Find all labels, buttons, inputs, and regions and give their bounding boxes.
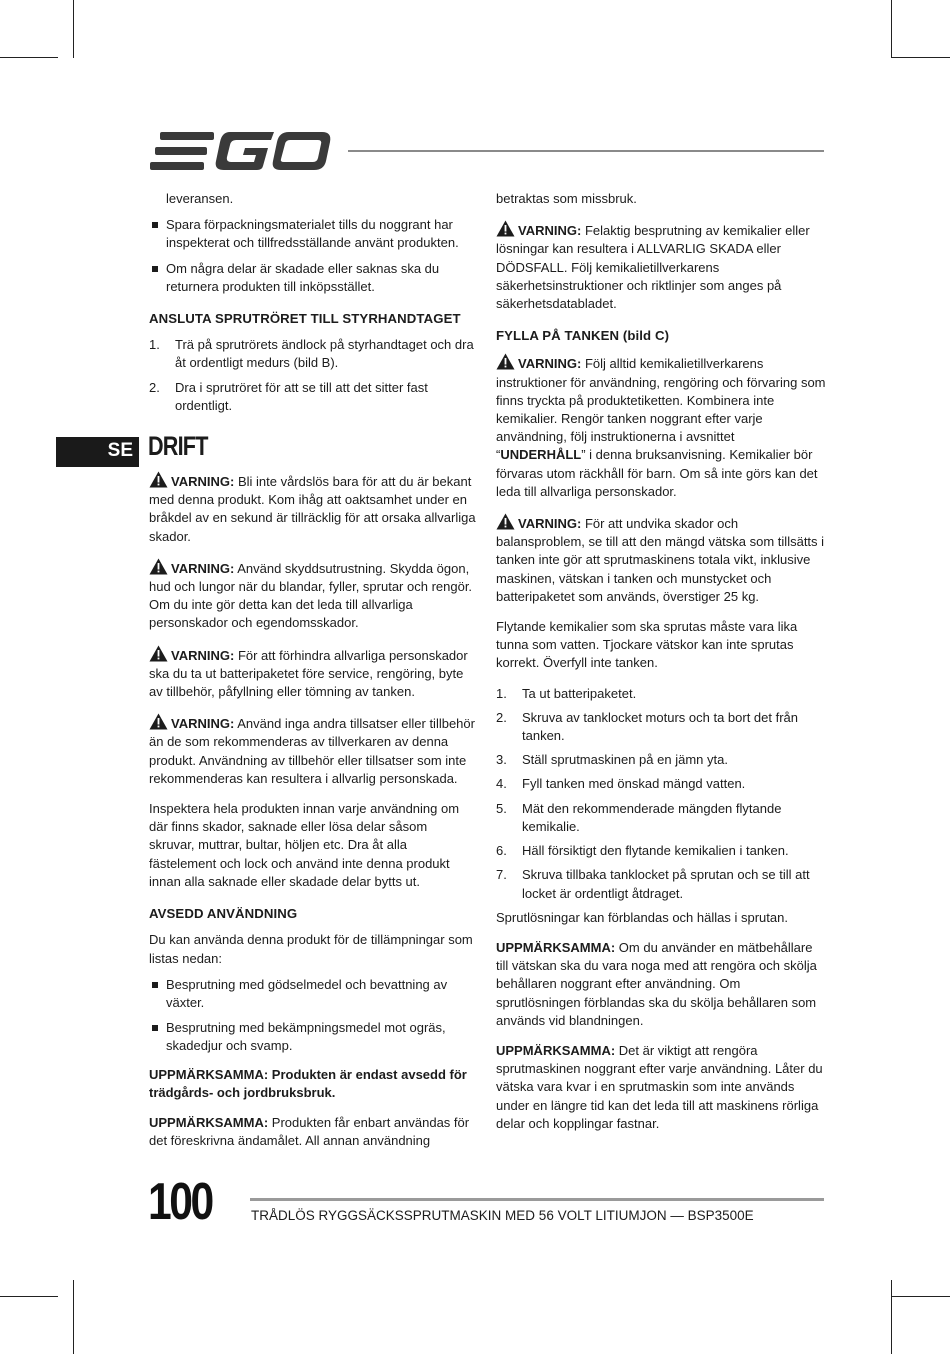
intro-continuation: leveransen. (166, 191, 234, 206)
section-heading-fill: FYLLA PÅ TANKEN (bild C) (496, 328, 670, 344)
list-item: 3. Ställ sprutmaskinen på en jämn yta. (496, 752, 728, 768)
warning-paragraph: VARNING: Använd inga andra tillsatser eller tillbehör än de som rekommenderas av tillverkaren av denna produkt. Användning av tillbehör eller tillsatser som inte rekommenderas kan resultera i allvarlig personskada. (149, 713, 476, 788)
warning-icon (496, 220, 515, 237)
list-item: Spara förpackningsmaterialet tills du noggrant har inspekterat och tillfredsställande använt produkten. (149, 216, 476, 252)
warning-icon (149, 558, 168, 575)
crop-mark (73, 0, 74, 58)
fill-steps (496, 685, 826, 903)
note-paragraph: UPPMÄRKSAMMA: Det är viktigt att rengöra sprutmaskinen noggrant efter varje användning. Låter du vätska vara kvar i en sprutmaskin som inte används under en längre tid kan det leda till att maskinens rörliga delar och kopplingar fastnar. (496, 1042, 823, 1131)
bullet-icon (152, 266, 158, 272)
warning-icon (149, 713, 168, 730)
note-paragraph: UPPMÄRKSAMMA: Om du använder en mätbehållare till vätskan ska du vara noga med att rengöra och skölja behållaren noggrant efter användning. Om sprutlösningen förblandas ska du skölja behållaren som används vid blandningen. (496, 939, 817, 1028)
section-heading-connect: ANSLUTA SPRUTRÖRET TILL STYRHANDTAGET (149, 311, 461, 327)
warning-paragraph: VARNING: Bli inte vårdslös bara för att du är bekant med denna produkt. Kom ihåg att oaktsamhet under en bråkdel av en sekund är tillräcklig för att orsaka allvarliga skador. (149, 471, 476, 546)
warning-paragraph: VARNING: Felaktig besprutning av kemikalier eller lösningar kan resultera i ALLVARLIG SKADA eller DÖDSFALL. Följ kemikalietillverkarens säkerhetsinstruktioner och riktlinjer som anges på säkerhetsdatabladet. (496, 220, 826, 313)
section-heading-usage: AVSEDD ANVÄNDNING (149, 906, 298, 922)
list-item: Besprutning med bekämpningsmedel mot ogräs, skadedjur och svamp. (149, 1019, 476, 1055)
crop-mark (891, 0, 892, 58)
liquid-paragraph: Flytande kemikalier som ska sprutas måste vara lika tunna som vatten. Tjockare vätskor kan inte sprutas korrekt. Överfyll inte tanken. (496, 619, 798, 671)
crop-mark (73, 1280, 74, 1354)
warning-paragraph: VARNING: Följ alltid kemikalietillverkarens instruktioner för användning, rengöring och förvaring som finns tryckta på produktetiketten. Kombinera inte kemikalier. Rengör tanken noggrant efter varje användning, följ instruktionerna i avsnittet “UNDERHÅLL” i denna bruksanvisning. Kemikalier bör förvaras utom räckhåll för barn. Om så inte görs kan det leda till allvarliga personskador. (496, 353, 826, 501)
list-item: Besprutning med gödselmedel och bevattning av växter. (149, 976, 476, 1012)
list-item: 2. Skruva av tanklocket moturs och ta bort det från tanken. (496, 709, 799, 744)
ego-logo (150, 130, 332, 172)
bullet-icon (152, 222, 158, 228)
list-item: 6. Häll försiktigt den flytande kemikalien i tanken. (496, 843, 789, 859)
page-number: 100 (148, 1173, 212, 1231)
right-continuation: betraktas som missbruk. (496, 191, 637, 206)
note-paragraph: UPPMÄRKSAMMA: Produkten får enbart användas för det föreskrivna ändamålet. All annan användning (149, 1114, 470, 1149)
crop-mark (0, 1296, 58, 1297)
warning-paragraph: VARNING: Använd skyddsutrustning. Skydda ögon, hud och lungor när du blandar, fyller, sprutar och rengör. Om du inte gör detta kan det leda till allvarliga personskador och egendomsskador. (149, 558, 476, 633)
footer-rule (250, 1198, 824, 1201)
language-tab (56, 437, 139, 467)
list-item: 5. Mät den rekommenderade mängden flytande kemikalie. (496, 800, 782, 834)
list-item: 7. Skruva tillbaka tanklocket på sprutan och se till att locket är ordentligt åtdraget. (496, 867, 810, 901)
crop-mark (892, 1296, 950, 1297)
warning-icon (149, 645, 168, 662)
bullet-icon (152, 1025, 158, 1031)
note-paragraph: UPPMÄRKSAMMA: Produkten är endast avsedd för trädgårds- och jordbruksbruk. (149, 1066, 467, 1100)
bullet-icon (152, 982, 158, 988)
warning-icon (496, 513, 515, 530)
warning-paragraph: VARNING: För att undvika skador och balansproblem, se till att den mängd vätska som tillsätts i tanken inte gör att sprutmaskinens totala vikt, inklusive maskinen, vätskan i tanken och munstycket och batteripaketet som används, överstiger 25 kg. (496, 513, 826, 606)
warning-icon (496, 353, 515, 370)
crop-mark (891, 1280, 892, 1354)
warning-icon (149, 471, 168, 488)
right-column (496, 190, 826, 1145)
list-item: 2. Dra i sprutröret för att se till att det sitter fast ordentligt. (149, 379, 428, 413)
crop-mark (892, 57, 950, 58)
usage-bullet-list (149, 976, 476, 1056)
warning-paragraph: VARNING: För att förhindra allvarliga personskador ska du ta ut batteripaketet före service, rengöring, byte av tillbehör, påfyllning eller tömning av tanken. (149, 645, 476, 702)
footer-title: TRÅDLÖS RYGGSÄCKSSPRUTMASKIN MED 56 VOLT LITIUMJON — BSP3500E (251, 1208, 754, 1223)
connect-steps (149, 336, 476, 415)
intro-bullet-list (149, 216, 476, 296)
list-item: 1. Ta ut batteripaketet. (496, 685, 637, 701)
list-item: Om några delar är skadade eller saknas ska du returnera produkten till inköpsstället. (149, 260, 476, 296)
list-item: 1. Trä på sprutrörets ändlock på styrhandtaget och dra åt ordentligt medurs (bild B). (149, 337, 474, 371)
language-tab-label: SE (107, 440, 133, 461)
inspect-paragraph: Inspektera hela produkten innan varje användning om där finns skador, saknade eller lösa delar såsom skruvar, muttrar, bultar, höljen etc. Dra åt alla fästelement och lock och använd inte denna produkt innan alla saknade eller skadade delar bytts ut. (149, 801, 460, 889)
section-heading-drift: DRIFT (148, 431, 208, 462)
header-rule (348, 150, 824, 152)
left-column (149, 190, 476, 1162)
usage-intro: Du kan använda denna produkt för de tillämpningar som listas nedan: (149, 932, 473, 966)
crop-mark (0, 57, 58, 58)
list-item: 4. Fyll tanken med önskad mängd vatten. (496, 776, 746, 792)
premix-paragraph: Sprutlösningar kan förblandas och hällas i sprutan. (496, 909, 788, 925)
